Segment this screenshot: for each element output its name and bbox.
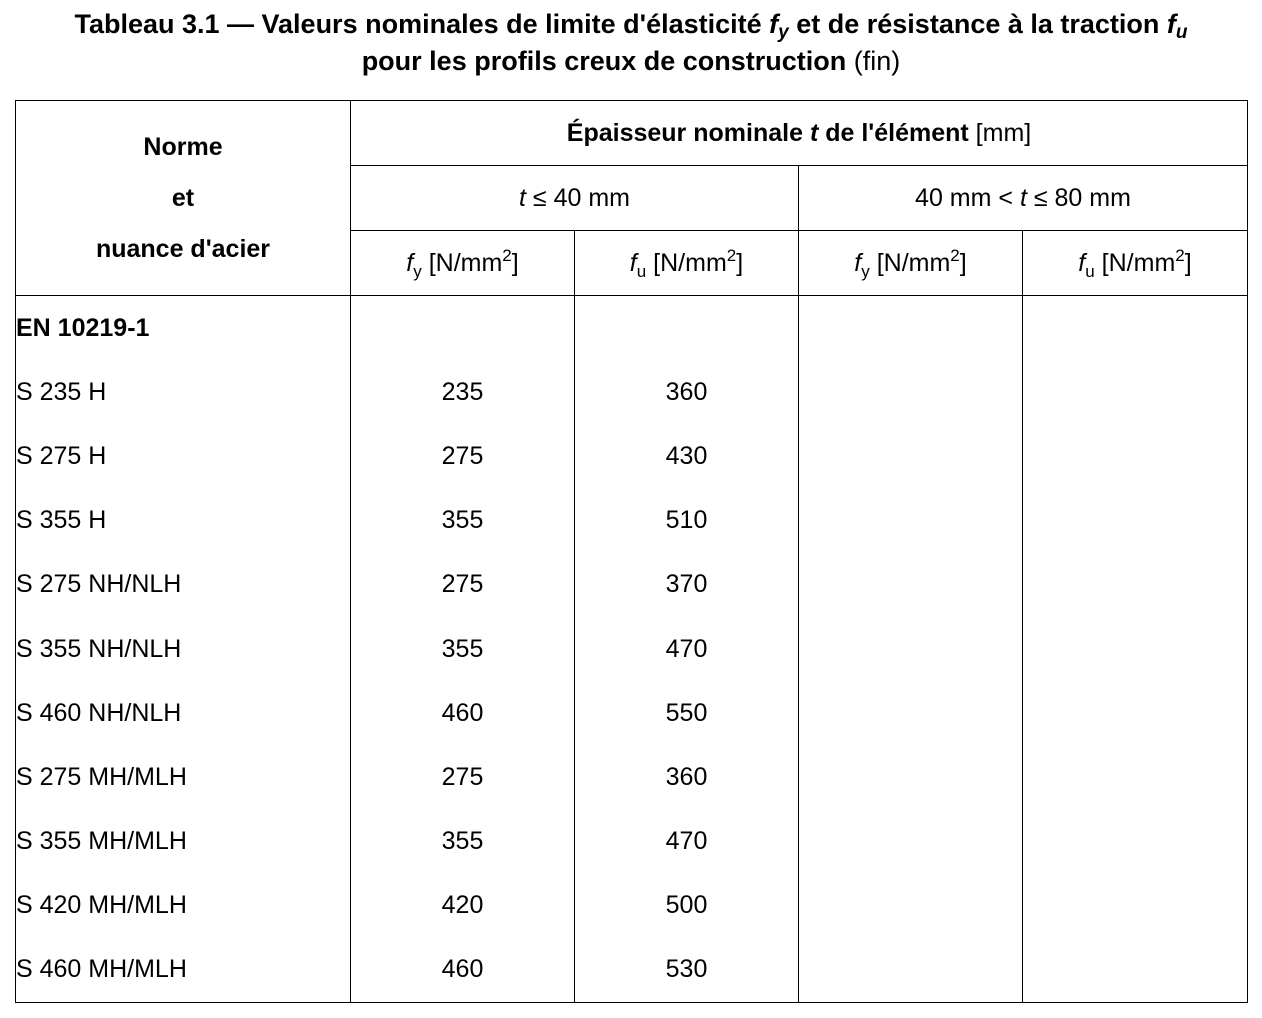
fy-cell: 235	[351, 360, 575, 424]
fu-cell: 370	[575, 553, 799, 617]
fy-symbol: $f_y$	[769, 9, 789, 43]
fu-cell: 550	[575, 681, 799, 745]
fy-cell: 460	[351, 681, 575, 745]
fu-cell: 360	[575, 745, 799, 809]
grade-cell: S 355 MH/MLH	[16, 810, 351, 874]
header-norme-cell: Norme et nuance d'acier	[16, 101, 351, 296]
fu-cell: 510	[575, 489, 799, 553]
grade-cell: S 275 MH/MLH	[16, 745, 351, 809]
fy-cell: 355	[351, 810, 575, 874]
table-row	[16, 938, 1248, 1003]
grade-cell: S 460 NH/NLH	[16, 681, 351, 745]
fu-cell: 470	[575, 810, 799, 874]
table-row	[16, 360, 1248, 424]
table-row	[16, 874, 1248, 938]
fy-cell: 275	[351, 424, 575, 488]
table-row	[16, 617, 1248, 681]
header-range-1: t ≤ 40 mm	[351, 166, 799, 231]
grade-cell: S 460 MH/MLH	[16, 938, 351, 1003]
grade-cell: S 275 H	[16, 424, 351, 488]
table-row	[16, 681, 1248, 745]
header-fu-1: $f_u$ $[N/mm^2]$	[575, 231, 799, 296]
grade-cell: S 355 NH/NLH	[16, 617, 351, 681]
grade-cell: S 355 H	[16, 489, 351, 553]
grade-cell: S 420 MH/MLH	[16, 874, 351, 938]
fu-cell: 360	[575, 360, 799, 424]
header-fy-1: $f_y$ $[N/mm^2]$	[351, 231, 575, 296]
fu-cell: 430	[575, 424, 799, 488]
title-line-2: pour les profils creux de construction (fin)	[361, 46, 901, 76]
table-title	[0, 6, 1262, 80]
table-row	[16, 424, 1248, 488]
group-row	[16, 296, 1248, 361]
header-fy-2: $f_y$ $[N/mm^2]$	[799, 231, 1023, 296]
table-row	[16, 553, 1248, 617]
fu-symbol: $f_u$	[1166, 9, 1188, 43]
fy-cell: 275	[351, 745, 575, 809]
title-line-1: Tableau 3.1 — Valeurs nominales de limite d'élasticité $f_y$ et de résistance à la traction $f_u$	[74, 9, 1188, 43]
fy-cell: 355	[351, 617, 575, 681]
header-thickness: Épaisseur nominale t de l'élément [mm]	[351, 101, 1248, 166]
grade-cell: S 275 NH/NLH	[16, 553, 351, 617]
fy-cell: 420	[351, 874, 575, 938]
fu-cell: 530	[575, 938, 799, 1003]
header-fu-2: $f_u$ $[N/mm^2]$	[1023, 231, 1248, 296]
group-label: EN 10219-1	[16, 296, 351, 361]
fu-cell: 500	[575, 874, 799, 938]
table-row	[16, 810, 1248, 874]
fy-cell: 460	[351, 938, 575, 1003]
table-row	[16, 489, 1248, 553]
fy-cell: 355	[351, 489, 575, 553]
header-range-2: 40 mm < t ≤ 80 mm	[799, 166, 1248, 231]
fu-cell: 470	[575, 617, 799, 681]
grade-cell: S 235 H	[16, 360, 351, 424]
table-row	[16, 745, 1248, 809]
yield-strength-table	[15, 100, 1248, 1003]
fy-cell: 275	[351, 553, 575, 617]
